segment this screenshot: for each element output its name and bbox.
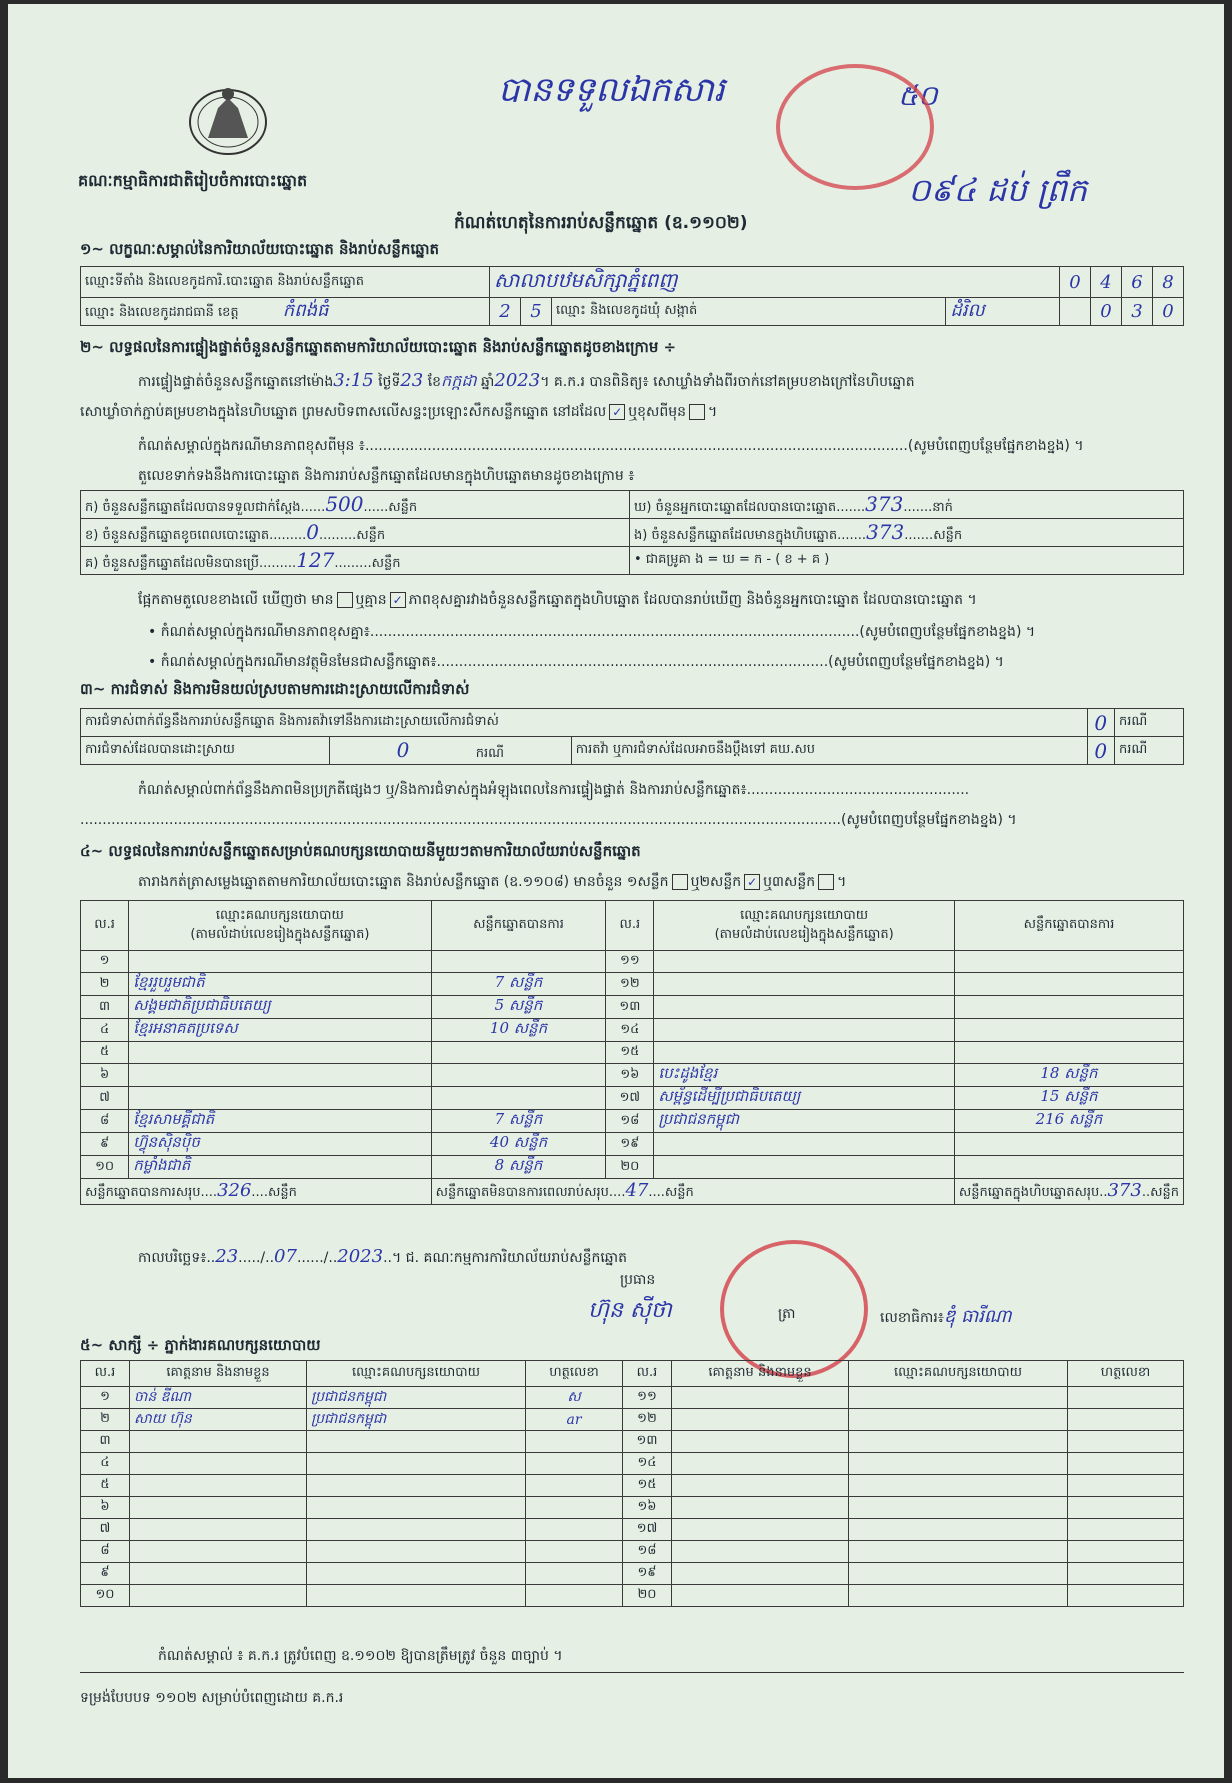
result-no-cell: ៨ — [81, 1110, 129, 1133]
witness-empty-cell — [1068, 1431, 1184, 1453]
witness-empty-cell — [849, 1409, 1068, 1431]
table-row — [81, 1110, 1184, 1133]
witness-no-cell: ៨ — [81, 1541, 130, 1563]
figures-intro: តួលេខទាក់ទងនឹងការបោះឆ្នោត និងការរាប់សន្លឹកឆ្នោតដែលមានក្នុងហិបឆ្នោតមានដូចខាងក្រោម ៖ — [138, 468, 635, 484]
witness-empty-cell — [1068, 1541, 1184, 1563]
secretary-line: លេខាធិការ៖ឌុំ ធារីណា — [880, 1306, 1012, 1327]
station-code-digit: 0 — [1060, 267, 1091, 298]
chair-label: ប្រធាន — [620, 1272, 656, 1288]
table-row — [81, 1563, 1184, 1585]
verify-month: កក្កដា — [441, 371, 477, 390]
has-difference-checkbox[interactable] — [337, 592, 353, 608]
ballots-in-box-cell: ង) ចំនួនសន្លឹកឆ្នោតដែលមានក្នុងហិបឆ្នោត.......373.......សន្លឹក — [630, 519, 1184, 547]
commune-code-digit: 0 — [1153, 298, 1184, 326]
table-row — [81, 1156, 1184, 1179]
witness-empty-cell — [1068, 1585, 1184, 1607]
nec-logo-emblem — [178, 80, 278, 160]
witness-empty-cell — [672, 1563, 849, 1585]
commune-label: ឈ្មោះ និងលេខកូដឃុំ សង្កាត់ — [552, 298, 946, 326]
result-party-cell — [654, 1042, 955, 1064]
witness-sign-cell — [526, 1519, 623, 1541]
witness-empty-cell — [849, 1453, 1068, 1475]
result-votes-cell: 7 សន្លឹក — [431, 1110, 606, 1133]
voters-voted: 373 — [865, 491, 904, 516]
note-difference: កំណត់សម្គាល់ក្នុងករណីមានភាពខុសពីមុន ៖..........................................................................................................................(សូមបំពេញបន្ថែមផ្នែកខាងខ្នង) ។ — [138, 438, 1084, 454]
witness-sign-cell — [526, 1563, 623, 1585]
table-row — [81, 1431, 1184, 1453]
witness-empty-cell — [849, 1387, 1068, 1409]
result-no-cell: ១៤ — [606, 1019, 654, 1042]
witness-party-cell — [307, 1497, 526, 1519]
result-votes-cell — [954, 973, 1183, 996]
result-votes-cell: 40 សន្លឹក — [431, 1133, 606, 1156]
province-code-digit: 5 — [521, 298, 552, 326]
stamp-label: ត្រា — [778, 1306, 796, 1322]
witness-no-cell: ១០ — [81, 1585, 130, 1607]
result-party-cell — [654, 973, 955, 996]
result-votes-cell — [431, 1087, 606, 1110]
witness-empty-cell — [672, 1409, 849, 1431]
table-row — [81, 1453, 1184, 1475]
witness-table: ល.រ គោត្តនាម និងនាមខ្លួន ឈ្មោះគណបក្សនយោបាយ ហត្ថលេខា ល.រ គោត្តនាម និងនាមខ្លួន ឈ្មោះគណបក្សនយោបាយ ហត្ថលេខា ១ ចាន់ ឌីណា ប្រជាជនកម្ពុជា ស ១១ ២ សាយ ហ៊ុន ប្រជាជនកម្ពុជា ar ១២ ៣ ១៣ ៤ ១៤ ៥ ១៥ ៦ ១៦ ៧ ១៧ ៨ ១៨ ៩ ១៩ ១០ ២០ — [80, 1360, 1184, 1607]
witness-empty-cell — [672, 1519, 849, 1541]
total-valid: 326 — [217, 1180, 252, 1201]
total-invalid: 47 — [625, 1180, 649, 1201]
total-invalid-cell: សន្លឹកឆ្នោតមិនបានការពេលរាប់សរុប....47....សន្លឹក — [431, 1179, 954, 1205]
witness-empty-cell — [849, 1585, 1068, 1607]
total-valid-cell: សន្លឹកឆ្នោតបានការសរុប....326....សន្លឹក — [81, 1179, 432, 1205]
commune-code-digit: 0 — [1091, 298, 1122, 326]
table-row — [81, 1064, 1184, 1087]
result-party-cell — [654, 1133, 955, 1156]
witness-empty-cell — [672, 1585, 849, 1607]
witness-name-cell — [130, 1497, 307, 1519]
witness-empty-cell — [849, 1541, 1068, 1563]
province-code-digit: 2 — [490, 298, 521, 326]
formula: • ជាគម្រូគា ង = ឃ = ក - ( ខ + គ ) — [630, 547, 1184, 575]
witness-party-cell: ប្រជាជនកម្ពុជា — [307, 1409, 526, 1431]
witness-sign-cell: ar — [526, 1409, 623, 1431]
ballots-received-cell: ក) ចំនួនសន្លឹកឆ្នោតដែលបានទទួលជាក់ស្តែង......500......សន្លឹក — [81, 491, 630, 519]
party-col-header: ឈ្មោះគណបក្សនយោបាយ (តាមលំដាប់លេខរៀងក្នុងសន្លឹកឆ្នោត) — [129, 901, 431, 951]
commune-value: ដំរិល — [946, 298, 1060, 326]
result-party-cell: ខ្មែរសាមគ្គីជាតិ — [129, 1110, 431, 1133]
witness-empty-cell — [672, 1453, 849, 1475]
commune-code-digit: 3 — [1122, 298, 1153, 326]
total-box-cell: សន្លឹកឆ្នោតក្នុងហិបឆ្នោតសរុប..373..សន្លឹក — [954, 1179, 1183, 1205]
table-row — [81, 973, 1184, 996]
witness-no-cell: ១ — [81, 1387, 130, 1409]
complaints-label: ការជំទាស់ពាក់ព័ន្ធនឹងការរាប់សន្លឹកឆ្នោត និងការតវ៉ាទៅនឹងការដោះស្រាយលើការជំទាស់ — [81, 709, 1088, 737]
difference-check-line: ផ្អែកតាមតួលេខខាងលើ ឃើញថា មាន ឬគ្មាន ✓ ភាពខុសគ្នារវាងចំនួនសន្លឹកឆ្នោតក្នុងហិបឆ្នោត ដែលបានរាប់ឃើញ និងចំនួនអ្នកបោះឆ្នោត ដែលបានបោះឆ្នោត ។ — [138, 592, 977, 608]
secretary-name: ឌុំ ធារីណា — [943, 1306, 1012, 1327]
province-value: កំពង់ធំ — [282, 300, 329, 321]
result-votes-cell — [954, 1156, 1183, 1179]
ballots-spoiled-cell: ខ) ចំនួនសន្លឹកឆ្នោតខូចពេលបោះឆ្នោត.........0.........សន្លឹក — [81, 519, 630, 547]
result-votes-cell — [431, 951, 606, 973]
result-party-cell: ខ្មែរអនាគតប្រទេស — [129, 1019, 431, 1042]
result-votes-cell — [954, 1133, 1183, 1156]
table-row — [81, 996, 1184, 1019]
station-id-table — [80, 266, 1184, 326]
section-1-heading: ១~ លក្ខណៈសម្គាល់នៃការិយាល័យបោះឆ្នោត និងរាប់សន្លឹកឆ្នោត — [80, 240, 440, 258]
result-party-cell — [129, 1064, 431, 1087]
result-votes-cell: 10 សន្លឹក — [431, 1019, 606, 1042]
resolved-count: 0 ករណី — [330, 737, 572, 765]
result-party-cell — [654, 996, 955, 1019]
witness-no-cell: ២០ — [623, 1585, 672, 1607]
resolved-label: ការជំទាស់ដែលបានដោះស្រាយ — [81, 737, 330, 765]
result-no-cell: ១៨ — [606, 1110, 654, 1133]
form-sheet — [8, 4, 1224, 1778]
seal-status-line: សោឃ្លាំចាក់ភ្ជាប់គម្របខាងក្នុងនៃហិបឆ្នោត ព្រមសបិទពាសលើសន្ទះប្រឡោះសឹកសន្លឹកឆ្នោត នៅដដែល ✓ ឬខុសពីមុន ។ — [80, 404, 718, 420]
witness-no-cell: ១១ — [623, 1387, 672, 1409]
section-4-heading: ៤~ លទ្ធផលនៃការរាប់សន្លឹកឆ្នោតសម្រាប់គណបក្សនយោបាយនីមួយៗតាមការិយាល័យរាប់សន្លឹកឆ្នោត — [80, 842, 641, 860]
result-votes-cell — [954, 996, 1183, 1019]
table-row — [81, 1042, 1184, 1064]
witness-party-cell — [307, 1585, 526, 1607]
result-votes-cell: 8 សន្លឹក — [431, 1156, 606, 1179]
section-5-heading: ៥~ សាក្សី ÷ ភ្នាក់ងារគណបក្សនយោបាយ — [80, 1336, 321, 1354]
result-no-cell: ១០ — [81, 1156, 129, 1179]
handwritten-side-note: ០៩៤ ដប់ ព្រឹក — [908, 171, 1088, 209]
result-votes-cell — [431, 1064, 606, 1087]
footer-form-id: ទម្រង់បែបបទ ១១០២ សម្រាប់បំពេញដោយ គ.ក.រ — [80, 1690, 344, 1706]
total-box: 373 — [1107, 1180, 1142, 1201]
witness-party-cell — [307, 1519, 526, 1541]
witness-empty-cell — [1068, 1497, 1184, 1519]
table-row — [81, 951, 1184, 973]
result-party-cell: ប្រជាជនកម្ពុជា — [654, 1110, 955, 1133]
three-sheet-checkbox[interactable] — [818, 874, 834, 890]
section-2-heading: ២~ លទ្ធផលនៃការផ្ទៀងផ្ទាត់ចំនួនសន្លឹកឆ្នោតតាមការិយាល័យបោះឆ្នោត និងរាប់សន្លឹកឆ្នោតដូចខាងក្រោម ÷ — [80, 338, 677, 356]
witness-sign-cell — [526, 1431, 623, 1453]
witness-no-cell: ១៩ — [623, 1563, 672, 1585]
table-row — [81, 1475, 1184, 1497]
ballots-received: 500 — [325, 491, 364, 516]
witness-empty-cell — [672, 1497, 849, 1519]
org-name: គណៈកម្មាធិការជាតិរៀបចំការបោះឆ្នោត — [78, 171, 308, 190]
complaints-count: 0 — [1087, 709, 1114, 737]
witness-name-cell — [130, 1563, 307, 1585]
witness-no-cell: ១៦ — [623, 1497, 672, 1519]
ballots-spoiled: 0 — [306, 519, 320, 544]
witness-no-cell: ៧ — [81, 1519, 130, 1541]
result-no-cell: ២០ — [606, 1156, 654, 1179]
ballots-unused-cell: គ) ចំនួនសន្លឹកឆ្នោតដែលមិនបានប្រើ.........127.........សន្លឹក — [81, 547, 630, 575]
ballots-unused: 127 — [296, 547, 335, 572]
table-row — [81, 1519, 1184, 1541]
result-no-cell: ៥ — [81, 1042, 129, 1064]
result-votes-cell — [954, 1019, 1183, 1042]
witness-name-cell — [130, 1453, 307, 1475]
verify-time: 3:15 — [333, 370, 374, 391]
note-irregularities: កំណត់សម្គាល់ពាក់ព័ន្ធនឹងភាពមិនប្រក្រតីផ្សេងៗ ឬ/និងការជំទាស់ក្នុងអំឡុងពេលនៃការផ្ទៀងផ្ទាត់ និងការរាប់សន្លឹកឆ្នោត៖.................................................. — [138, 782, 970, 798]
witness-no-cell: ១៣ — [623, 1431, 672, 1453]
table-row — [81, 1497, 1184, 1519]
result-no-cell: ១១ — [606, 951, 654, 973]
result-no-cell: ១៥ — [606, 1042, 654, 1064]
note-discrepancy: • កំណត់សម្គាល់ក្នុងករណីមានភាពខុសគ្នា៖..............................................................................................................(សូមបំពេញបន្ថែមផ្នែកខាងខ្នង) ។ — [148, 624, 1036, 640]
result-votes-cell: 5 សន្លឹក — [431, 996, 606, 1019]
station-name-label: ឈ្មោះទីតាំង និងលេខកូដការិ.បោះឆ្នោត និងរាប់សន្លឹកឆ្នោត — [81, 267, 490, 298]
table-row — [81, 1585, 1184, 1607]
witness-empty-cell — [849, 1431, 1068, 1453]
witness-no-cell: ៤ — [81, 1453, 130, 1475]
result-no-cell: ៣ — [81, 996, 129, 1019]
date-line: កាលបរិច្ឆេទ៖..23...../..07....../..2023..។ ជ. គណៈកម្មការការិយាល័យរាប់សន្លឹកឆ្នោត — [138, 1246, 628, 1267]
witness-party-cell — [307, 1541, 526, 1563]
witness-empty-cell — [1068, 1453, 1184, 1475]
appeal-count: 0 — [1087, 737, 1114, 765]
result-party-cell: បេះដូងខ្មែរ — [654, 1064, 955, 1087]
witness-name-cell: សាយ ហ៊ុន — [130, 1409, 307, 1431]
station-code-digit: 4 — [1091, 267, 1122, 298]
footer-note: កំណត់សម្គាល់ ៖ គ.ក.រ ត្រូវបំពេញ ឧ.១១០២ ឱ្យបានត្រឹមត្រូវ ចំនួន ៣ច្បាប់ ។ — [158, 1648, 563, 1664]
result-no-cell: ៩ — [81, 1133, 129, 1156]
witness-name-cell — [130, 1541, 307, 1563]
result-votes-cell: 18 សន្លឹក — [954, 1064, 1183, 1087]
witness-empty-cell — [1068, 1475, 1184, 1497]
witness-empty-cell — [849, 1497, 1068, 1519]
province-label: ឈ្មោះ និងលេខកូដរាជធានី ខេត្ត កំពង់ធំ — [81, 298, 490, 326]
witness-no-cell: ៩ — [81, 1563, 130, 1585]
witness-sign-cell — [526, 1585, 623, 1607]
witness-party-cell — [307, 1563, 526, 1585]
result-no-cell: ១ — [81, 951, 129, 973]
party-results-table: ល.រ ឈ្មោះគណបក្សនយោបាយ (តាមលំដាប់លេខរៀងក្នុងសន្លឹកឆ្នោត) សន្លឹកឆ្នោតបានការ ល.រ ឈ្មោះគណបក្សនយោបាយ (តាមលំដាប់លេខរៀងក្នុងសន្លឹកឆ្នោត) សន្លឹកឆ្នោតបានការ ១ ១១ ២ ខ្មែររួបរួមជាតិ 7 សន្លឹក ១២ ៣ សង្គមជាតិប្រជាធិបតេយ្យ 5 សន្លឹក ១៣ ៤ ខ្មែរអនាគតប្រទេស 10 សន្លឹក ១៤ ៥ ១៥ ៦ ១៦ បេះដូងខ្មែរ 18 សន្លឹក ៧ ១៧ សម្ព័ន្ធដើម្បីប្រជាធិបតេយ្យ 15 សន្លឹក ៨ ខ្មែរសាមគ្គីជាតិ 7 សន្លឹក ១៨ ប្រជាជនកម្ពុជា 216 សន្លឹក ៩ ហ៊្វុនស៊ិនប៉ិច 40 សន្លឹក ១៩ ១០ កម្លាំងជាតិ 8 សន្លឹក ២០ សន្លឹកឆ្នោតបានការសរុប....326....សន្លឹក សន្លឹកឆ្នោតមិនបានការពេលរាប់សរុប....47....សន្លឹក សន្លឹកឆ្នោតក្នុងហិបឆ្នោតសរុប..373..សន្លឹក — [80, 900, 1184, 1205]
witness-party-cell — [307, 1453, 526, 1475]
table-row — [81, 1387, 1184, 1409]
result-no-cell: ១៧ — [606, 1087, 654, 1110]
result-votes-cell: 216 សន្លឹក — [954, 1110, 1183, 1133]
station-code-digit: 6 — [1122, 267, 1153, 298]
result-party-cell: សម្ព័ន្ធដើម្បីប្រជាធិបតេយ្យ — [654, 1087, 955, 1110]
different-checkbox[interactable] — [689, 404, 705, 420]
witness-name-cell — [130, 1519, 307, 1541]
no-difference-checkbox[interactable]: ✓ — [390, 592, 406, 608]
witness-party-cell — [307, 1475, 526, 1497]
result-no-cell: ៦ — [81, 1064, 129, 1087]
handwritten-received-note: បានទទួលឯកសារ — [498, 70, 725, 110]
table-row — [81, 1087, 1184, 1110]
result-party-cell — [129, 951, 431, 973]
witness-empty-cell — [672, 1387, 849, 1409]
witness-empty-cell — [672, 1475, 849, 1497]
verify-time-line: ការផ្ទៀងផ្ទាត់ចំនួនសន្លឹកឆ្នោតនៅម៉ោង3:15 ថ្ងៃទី23 ខែកក្កដា ឆ្នាំ2023។ គ.ក.រ បានពិនិត្យ៖ សោឃ្លាំងទាំងពីរចាក់នៅគម្របខាងក្រៅនៃហិបឆ្នោត — [138, 370, 915, 391]
witness-empty-cell — [672, 1541, 849, 1563]
witness-empty-cell — [1068, 1409, 1184, 1431]
result-votes-cell: 7 សន្លឹក — [431, 973, 606, 996]
table-row — [81, 1133, 1184, 1156]
witness-name-cell: ចាន់ ឌីណា — [130, 1387, 307, 1409]
witness-no-cell: ១៧ — [623, 1519, 672, 1541]
witness-sign-cell — [526, 1453, 623, 1475]
witness-no-cell: ៦ — [81, 1497, 130, 1519]
witness-no-cell: ៥ — [81, 1475, 130, 1497]
witness-empty-cell — [849, 1475, 1068, 1497]
result-votes-cell — [954, 951, 1183, 973]
witness-empty-cell — [672, 1431, 849, 1453]
station-name-value: សាលាបឋមសិក្សាភ្នំពេញ — [490, 267, 1060, 298]
witness-name-cell — [130, 1475, 307, 1497]
result-party-cell: ហ៊្វុនស៊ិនប៉ិច — [129, 1133, 431, 1156]
note-foreign-objects: • កំណត់សម្គាល់ក្នុងករណីមានវត្ថុមិនមែនជាសន្លឹកឆ្នោត៖........................................................................................(សូមបំពេញបន្ថែមផ្នែកខាងខ្នង) ។ — [148, 654, 1004, 670]
result-no-cell: ១២ — [606, 973, 654, 996]
voters-voted-cell: ឃ) ចំនួនអ្នកបោះឆ្នោតដែលបានបោះឆ្នោត.......373.......នាក់ — [630, 491, 1184, 519]
result-no-cell: ១៣ — [606, 996, 654, 1019]
handwritten-received-num: ៥០ — [898, 79, 938, 112]
table-row — [81, 1409, 1184, 1431]
witness-empty-cell — [1068, 1519, 1184, 1541]
result-votes-cell — [954, 1042, 1183, 1064]
result-no-cell: ៤ — [81, 1019, 129, 1042]
table-row — [81, 1019, 1184, 1042]
appeal-label: ការតវ៉ា ឬការជំទាស់ដែលអាចនឹងប្តឹងទៅ គឃ.សប — [571, 737, 1087, 765]
result-party-cell: សង្គមជាតិប្រជាធិបតេយ្យ — [129, 996, 431, 1019]
result-party-cell — [129, 1042, 431, 1064]
result-party-cell: កម្លាំងជាតិ — [129, 1156, 431, 1179]
witness-sign-cell — [526, 1497, 623, 1519]
result-votes-cell — [431, 1042, 606, 1064]
tally-sheets-line: តារាងកត់ត្រាសម្លេងឆ្នោតតាមការិយាល័យបោះឆ្នោត និងរាប់សន្លឹកឆ្នោត (ឧ.១១០៨) មានចំនួន ១សន្លឹក ឬ២សន្លឹក ✓ ឬ៣សន្លឹក ។ — [138, 874, 847, 890]
note-irregularities-2: ...........................................................................................................................................................................(សូមបំពេញបន្ថែមផ្នែកខាងខ្នង) ។ — [80, 812, 1017, 828]
station-code-digit: 8 — [1153, 267, 1184, 298]
result-no-cell: ១៦ — [606, 1064, 654, 1087]
witness-empty-cell — [849, 1563, 1068, 1585]
witness-sign-cell — [526, 1475, 623, 1497]
witness-party-cell — [307, 1431, 526, 1453]
result-party-cell — [654, 951, 955, 973]
result-no-cell: ២ — [81, 973, 129, 996]
result-no-cell: ១៩ — [606, 1133, 654, 1156]
table-row — [81, 1541, 1184, 1563]
ballots-in-box: 373 — [866, 519, 905, 544]
witness-no-cell: ៣ — [81, 1431, 130, 1453]
official-stamp-top — [776, 64, 934, 190]
chair-signature: ហ៊ុន ស៊ីថា — [588, 1298, 672, 1323]
witness-sign-cell: ស — [526, 1387, 623, 1409]
same-as-before-checkbox[interactable]: ✓ — [609, 404, 625, 420]
result-votes-cell: 15 សន្លឹក — [954, 1087, 1183, 1110]
two-sheet-checkbox[interactable]: ✓ — [744, 874, 760, 890]
section-3-heading: ៣~ ការជំទាស់ និងការមិនយល់ស្របតាមការដោះស្រាយលើការជំទាស់ — [80, 680, 470, 698]
verify-year: 2023 — [494, 370, 541, 391]
witness-no-cell: ២ — [81, 1409, 130, 1431]
form-title: កំណត់ហេតុនៃការរាប់សន្លឹកឆ្នោត (ឧ.១១០២) — [454, 213, 748, 233]
witness-name-cell — [130, 1585, 307, 1607]
witness-no-cell: ១៤ — [623, 1453, 672, 1475]
witness-no-cell: ១៨ — [623, 1541, 672, 1563]
witness-name-cell — [130, 1431, 307, 1453]
witness-no-cell: ១៥ — [623, 1475, 672, 1497]
totals-row — [81, 1179, 1184, 1205]
witness-party-cell: ប្រជាជនកម្ពុជា — [307, 1387, 526, 1409]
witness-sign-cell — [526, 1541, 623, 1563]
result-party-cell — [654, 1019, 955, 1042]
one-sheet-checkbox[interactable] — [672, 874, 688, 890]
result-party-cell — [129, 1087, 431, 1110]
witness-no-cell: ១២ — [623, 1409, 672, 1431]
witness-empty-cell — [1068, 1563, 1184, 1585]
result-no-cell: ៧ — [81, 1087, 129, 1110]
ballot-figures-table — [80, 490, 1184, 575]
result-party-cell: ខ្មែររួបរួមជាតិ — [129, 973, 431, 996]
complaints-table: ការជំទាស់ពាក់ព័ន្ធនឹងការរាប់សន្លឹកឆ្នោត និងការតវ៉ាទៅនឹងការដោះស្រាយលើការជំទាស់ 0 ករណី ការជំទាស់ដែលបានដោះស្រាយ 0 ករណី ការតវ៉ា ឬការជំទាស់ដែលអាចនឹងប្តឹងទៅ គឃ.សប 0 ករណី — [80, 708, 1184, 765]
verify-day: 23 — [400, 370, 424, 391]
witness-empty-cell — [849, 1519, 1068, 1541]
witness-empty-cell — [1068, 1387, 1184, 1409]
result-party-cell — [654, 1156, 955, 1179]
footer-divider — [80, 1672, 1184, 1673]
